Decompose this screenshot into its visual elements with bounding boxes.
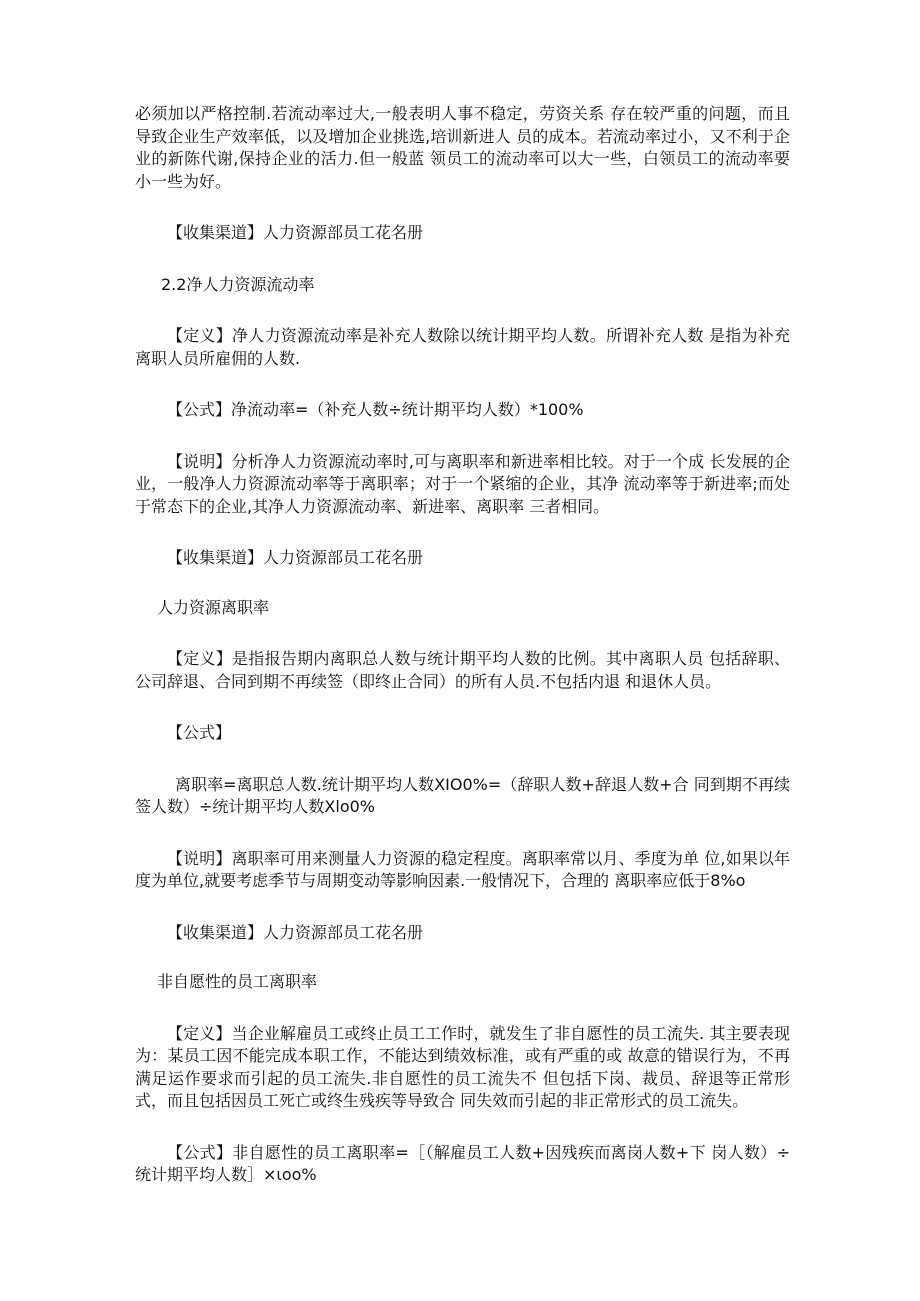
section-heading-separation-rate: 人力资源离职率 — [157, 597, 270, 617]
net-turnover-definition: 【定义】净人力资源流动率是补充人数除以统计期平均人数。所谓补充人数 是指为补充离职人员所雇佣的人数. — [135, 326, 790, 368]
collection-channel-2: 【收集渠道】人力资源部员工花名册 — [167, 548, 424, 567]
separation-rate-formula-label: 【公式】 — [167, 723, 232, 742]
net-turnover-explanation: 【说明】分析净人力资源流动率时,可与离职率和新进率相比较。对于一个成 长发展的企业，一般净人力资源流动率等于离职率；对于一个紧缩的企业，其净 流动率等于新进率;而处于常态下的企业,其净人力资源流动率、新进率、离职率 三者相同。 — [135, 451, 790, 516]
involuntary-separation-definition: 【定义】当企业解雇员工或终止员工工作时，就发生了非自愿性的员工流失. 其主要表现为：某员工因不能完成本职工作，不能达到绩效标准，或有严重的或 故意的错误行为，不再满足运作要求而引起的员工流失.非自愿性的员工流失不 但包括下岗、裁员、辞退等正常形式，而且包括因员工死亡或终生残疾等导致合 同失效而引起的非正常形式的员工流失。 — [135, 1023, 790, 1110]
paragraph-turnover-control: 必须加以严格控制.若流动率过大,一般表明人事不稳定，劳资关系 存在较严重的问题，而且导致企业生产效率低，以及增加企业挑选,培训新进人 员的成本。若流动率过小，又不利于企业的新陈代谢,保持企业的活力.但一般蓝 领员工的流动率可以大一些，白领员工的流动率要小一些为好。 — [135, 104, 790, 191]
collection-channel-1: 【收集渠道】人力资源部员工花名册 — [167, 223, 424, 242]
document-body — [135, 103, 790, 1187]
section-heading-involuntary-separation: 非自愿性的员工离职率 — [157, 972, 318, 991]
collection-channel-3: 【收集渠道】人力资源部员工花名册 — [167, 922, 424, 942]
separation-rate-definition: 【定义】是指报告期内离职总人数与统计期平均人数的比例。其中离职人员 包括辞职、公司辞退、合同到期不再续签（即终止合同）的所有人员.不包括内退 和退休人员。 — [135, 649, 790, 691]
separation-rate-explanation: 【说明】离职率可用来测量人力资源的稳定程度。离职率常以月、季度为单 位,如果以年度为单位,就要考虑季节与周期变动等影响因素.一般情况下，合理的 离职率应低于8%o — [135, 848, 790, 890]
net-turnover-formula: 【公式】净流动率=（补充人数÷统计期平均人数）*100% — [167, 400, 584, 419]
section-heading-net-turnover: 2.2净人力资源流动率 — [161, 274, 315, 294]
involuntary-separation-formula: 【公式】非自愿性的员工离职率=［（解雇员工人数+因残疾而离岗人数+下 岗人数）÷统计期平均人数］×ιoo% — [135, 1142, 790, 1184]
separation-rate-formula: 离职率=离职总人数.统计期平均人数XIO0%=（辞职人数+辞退人数+合 同到期不再续签人数）÷统计期平均人数Xlo0% — [135, 774, 790, 816]
